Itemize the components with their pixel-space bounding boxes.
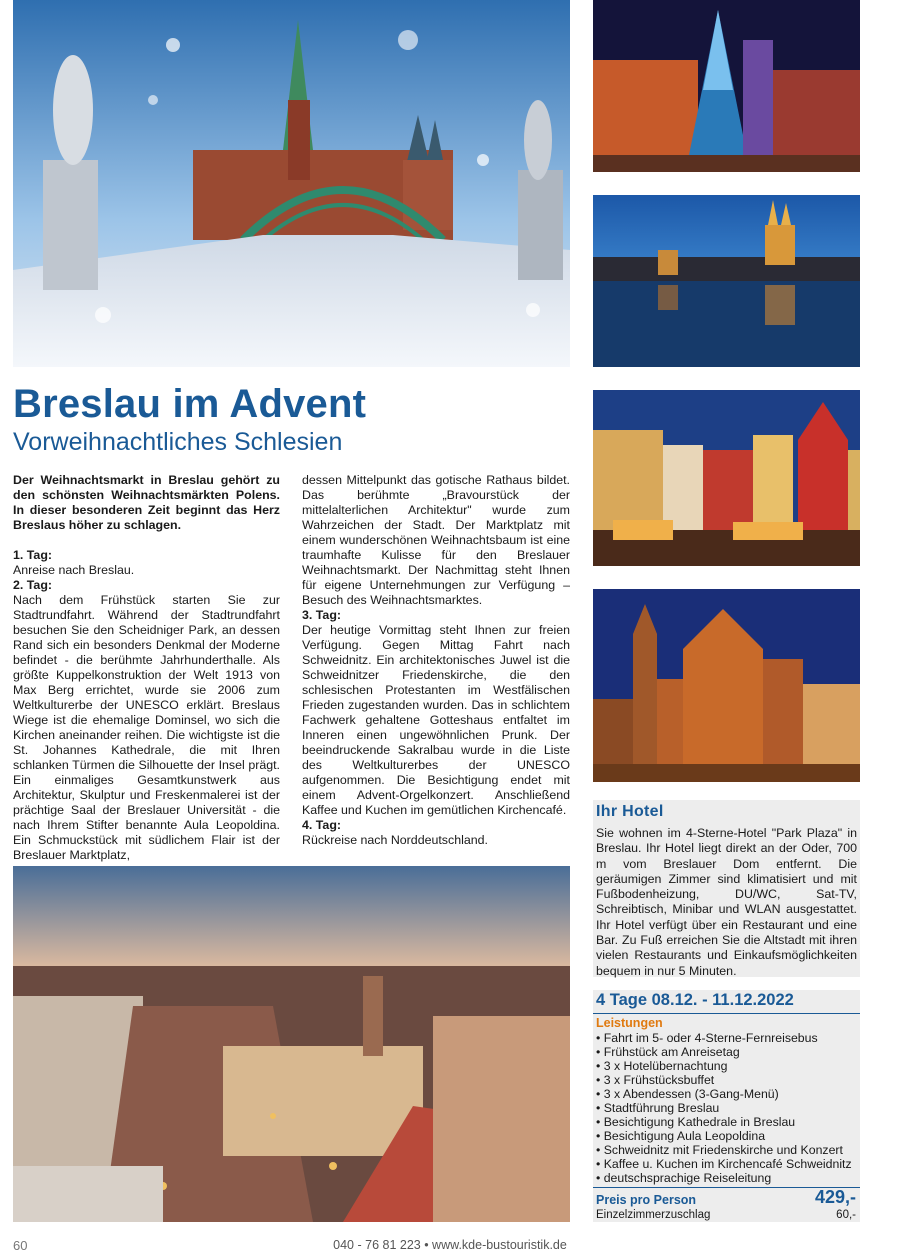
hotel-description: Sie wohnen im 4-Sterne-Hotel "Park Plaza" in Breslau. Ihr Hotel liegt direkt an der Oder, 700 m vom Breslauer Dom entfernt. Die geräumigen Zimmer sind klimatisiert und mit Fußbodenheizung, DU/WC, Sat-TV, Schreibtisch, Minibar und WLAN ausgestattet. Ihr Hotel verfügt über ein Restaurant und eine Bar. Zu Fuß erreichen Sie die Altstadt mit ihren vielen Restaurants und Einkaufsmöglichkeiten bequem in nur 5 Minuten. xyxy=(596,826,857,978)
text-column-right xyxy=(302,473,570,848)
day1-text: Anreise nach Breslau. xyxy=(13,563,135,577)
tour-divider xyxy=(593,1013,860,1014)
photo-christmas-tree-market xyxy=(593,0,860,172)
intro-text: Der Weihnachtsmarkt in Breslau gehört zu den schönsten Weihnachtsmärkten Polens. In dieser besonderen Zeit beginnt das Herz Breslaus höher zu schlagen. xyxy=(13,473,280,532)
day1-label: 1. Tag: xyxy=(13,548,53,562)
single-room-price: 60,- xyxy=(836,1209,856,1221)
photo-town-hall-night xyxy=(593,589,860,782)
day2-label: 2. Tag: xyxy=(13,578,53,592)
service-item: • deutschsprachige Reiseleitung xyxy=(596,1171,772,1185)
footer-contact[interactable]: 040 - 76 81 223 • www.kde-bustouristik.de xyxy=(333,1238,567,1252)
text-column-left xyxy=(13,473,280,863)
service-item: • Kaffee u. Kuchen im Kirchencafé Schweidnitz xyxy=(596,1157,852,1171)
photo-aerial-old-town xyxy=(13,866,570,1222)
service-item: • 3 x Hotelübernachtung xyxy=(596,1059,728,1073)
hero-photo-bridge xyxy=(13,0,570,367)
service-item: • Besichtigung Kathedrale in Breslau xyxy=(596,1115,796,1129)
service-item: • Besichtigung Aula Leopoldina xyxy=(596,1129,766,1143)
page-number: 60 xyxy=(13,1238,28,1253)
day2-text-part1: Nach dem Frühstück starten Sie zur Stadtrundfahrt. Während der Stadtrundfahrt besuchen Sie den Scheidniger Park, an dessen Rand sich ein besonders Denkmal der Moderne befindet - die berühmte Jahrhunderthalle. Als größte Kuppelkonstruktion der Welt 1913 von Max Berg errichtet, wurde sie 2006 zum Weltkulturerbe der UNESCO erklärt. Breslaus Wiege ist die ehemalige Dominsel, wo sich die Kirchen aneinander reihen. Die wichtigste ist die St. Johannes Kathedrale, die mit Ihren schlanken Türmen die Silhouette der Insel prägt. Ein einmaliges Gesamtkunstwerk aus Architektur, Skulptur und Freskenmalerei ist der prächtige Saal der Breslauer Universität - die nach Ihrem Stifter benannte Aula Leopoldina. Ein Schmuckstück mit südlichem Flair ist der Breslauer Marktplatz, xyxy=(13,593,280,862)
price-label: Preis pro Person xyxy=(596,1193,697,1207)
day3-text: Der heutige Vormittag steht Ihnen zur freien Verfügung. Gegen Mittag Fahrt nach Schweidnitz. Ein architektonisches Juwel ist die Schweidnitzer Friedenskirche, die den schlesischen Protestanten im Westfälischen Frieden zugestanden wurden. Das in schlichtem Fachwerk gehaltene Gotteshaus entfaltet im Inneren einen ungewöhnlichen Prunk. Der beeindruckende Sakralbau wurde in die Liste des Weltkulturerbes der UNESCO aufgenommen. Die Besichtigung endet mit einem Advent-Orgelkonzert. Anschließend Kaffee und Kuchen im gemütlichen Kirchencafé. xyxy=(302,623,570,817)
service-item: • Schweidnitz mit Friedenskirche und Konzert xyxy=(596,1143,843,1157)
service-item: • 3 x Abendessen (3-Gang-Menü) xyxy=(596,1087,779,1101)
price-value: 429,- xyxy=(814,1187,856,1207)
services-label: Leistungen xyxy=(596,1016,663,1030)
single-room-label: Einzelzimmerzuschlag xyxy=(596,1209,711,1221)
day4-text: Rückreise nach Norddeutschland. xyxy=(302,833,488,847)
page-subtitle: Vorweihnachtliches Schlesien xyxy=(13,428,343,456)
service-item: • 3 x Frühstücksbuffet xyxy=(596,1073,715,1087)
day2-text-part2: dessen Mittelpunkt das gotische Rathaus bildet. Das berühmte „Bravourstück der mittelalterlichen Architektur" wurde zum Wahrzeichen der Stadt. Der Marktplatz mit einem wunderschönen Weihnachtsbaum ist eine traumhafte Kulisse für den Breslauer Weihnachtsmarkt. Der Nachmittag steht Ihnen für eigene Unternehmungen zur Verfügung – Besuch des Weihnachtsmarktes. xyxy=(302,473,570,607)
photo-market-square-houses xyxy=(593,390,860,566)
service-item: • Fahrt im 5- oder 4-Sterne-Fernreisebus xyxy=(596,1031,818,1045)
day3-label: 3. Tag: xyxy=(302,608,342,622)
hotel-heading: Ihr Hotel xyxy=(596,803,664,820)
services-list xyxy=(596,1031,858,1185)
service-item: • Stadtführung Breslau xyxy=(596,1101,720,1115)
day4-label: 4. Tag: xyxy=(302,818,342,832)
page-title: Breslau im Advent xyxy=(13,382,367,426)
service-item: • Frühstück am Anreisetag xyxy=(596,1045,740,1059)
photo-cathedral-island-night xyxy=(593,195,860,367)
tour-dates-heading: 4 Tage 08.12. - 11.12.2022 xyxy=(596,991,794,1009)
